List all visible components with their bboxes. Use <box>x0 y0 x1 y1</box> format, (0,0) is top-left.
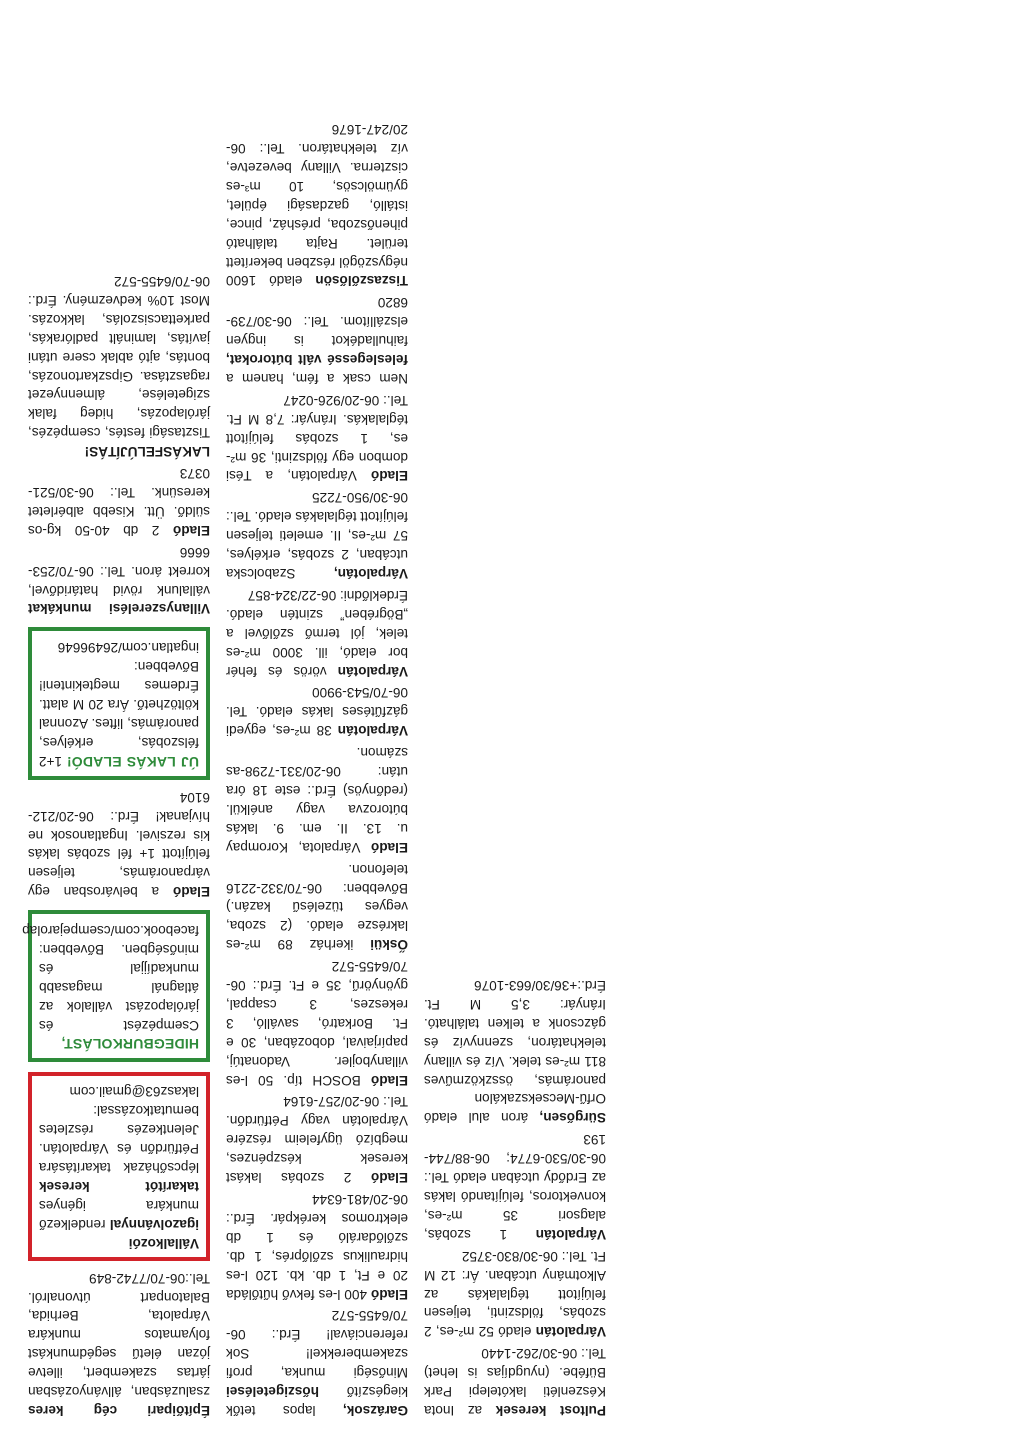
classified-ad: Garázsok, lapos tetők kiegészítő hőszigetelései Minőségi munka, profi szakemberekkel! Sok referenciával! Érd.: 06-70/6455-572 <box>225 1308 408 1418</box>
classified-ad: Eladó BOSCH típ. 50 l-es villanybojler. Vadonatúj, papírjaival, dobozában, 30 e Ft. Borkatró, saválló, 3 rekeszes, 3 csappal, gyönyörű, 35 e Ft. Érd.: 06-70/6455-572 <box>226 959 408 1088</box>
boxed-ad-new-flat: ÚJ LAKÁS ELADÓ! 1+2 félszobás, erkélyes, panorámás, liftes. Azonnal költözhető. Ára 20 M alatt. Érdemes megtekinteni! Bővebben: ingatlan.com/26496646 <box>28 627 210 779</box>
classified-ad: Eladó a belvárosban egy várpanorámás, teljesen felújított 1+ fél szobás lakás kis rezsivel. Ingatlanosok ne hívjanak! Érd.: 06-20/212-6104 <box>27 789 210 900</box>
classified-ad: Várpalotán 38 m²-es, egyedi gázfűtéses lakás eladó. Tel. 06-70/543-9900 <box>226 685 408 739</box>
classifieds-column-1 <box>424 972 606 1419</box>
classified-ad: Várpalotán 1 szobás, alagsori 35 m²-es, konvektoros, felújítandó lakás az Erdődy utcában eladó Tel.: 06-30/530-6774; 06-88/744-193 <box>423 1132 606 1242</box>
classified-ad: Várpalotán vörös és fehér bor eladó, ill. 3000 m²-es telek, jól termő szőlővel a „Bögrébenˮ szintén eladó. Érdeklődni: 06-22/324-857 <box>225 587 408 679</box>
classified-ad: Tiszaszőlősön eladó 1600 négyszögöl részben bekerített terület. Rajta található pihenőszoba, présház, pince, istálló, gazdasági épület, gyümölcsös, 10 m³-es ciszterna. Villany bevezetve, víz telekhatáron. Tel.: 06-20/247-1676 <box>225 122 408 289</box>
classified-ad: LAKÁSFELÚJÍTÁS! Tisztasági festés, csempézés, járólapozás, hideg falak szigetelése, álmennyezet ragasztása. Gipszkartonozás, bontás, ajtó ablak csere utáni javítás, laminált padlórakás, parkettacsiszolás, lakkozás. Most 10% kedvezmény. Érd.: 06-70/6455-572 <box>28 274 210 460</box>
boxed-ad-title: ÚJ LAKÁS ELADÓ! <box>66 753 199 770</box>
classified-ad: Pultost keresek az Inota Készenléti lakótelepi Park Büfébe. (nyugdíjas is lehet) Tel.: 06-30/262-1440 <box>424 1346 606 1418</box>
classified-ad: Eladó Várpalotán, a Tési dombon egy földszinti, 36 m²-es, 1 szobás felújított téglalakás. Irányár: 7,8 M Ft. Tel.: 06-20/926-0247 <box>226 392 408 484</box>
boxed-ad-tiling: HIDEGBURKOLÁST, Csempézést és járólapozást vállalok az átlagnál magasabb munkadíjjal és minőségben. Bővebben: facebook.com/csempejarolap <box>28 910 210 1061</box>
classified-ad: Építőipari cég keres zsaluzásban, állványozásban jártas szakembert, illetve józan életű segédmunkást folyamatos munkára Várpalota, Berhida, Balatonpart útvonalról. Tel.:06-70/7742-849 <box>28 1270 210 1418</box>
classified-ad: Eladó 2 db 40-50 kg-os süldő. Ütt. Kisebb albérletet keresünk. Tel.: 06-30/521-0373 <box>28 466 210 538</box>
classified-ad: Nem csak a fém, hanem a feleslegessé vált bútorokat, faihulladékot is ingyen elszállítom. Tel.: 06-30/739-6820 <box>226 295 408 386</box>
boxed-ad-title: HIDEGBURKOLÁST, <box>61 1035 199 1052</box>
classifieds-column-2 <box>226 116 408 1419</box>
classified-ad: Eladó 400 l-es fekvő hűtőláda 20 e Ft, 1 db. kb. 120 l-es hidraulikus szőlőprés, 1 db. szőlődaráló és 1 db elektromos kerékpár. Érd.: 06-20/481-6344 <box>226 1192 408 1302</box>
boxed-ad-cleaner-wanted: Vállalkozói igazolvánnyal rendelkező munkára igényes takarítót keresek lépcsőházak takarítására Pétfürdőn és Várpalotán. Jelentkezés részletes bemutatkozással: lakasz63@gmail.com <box>28 1072 210 1261</box>
classified-ad: Várpalotán eladó 52 m²-es, 2 szobás, földszinti, teljesen felújított téglalakás az Alkotmány utcában. Ár: 12 M Ft. Tel.: 06-30/830-3752 <box>424 1248 606 1340</box>
classified-ad: Eladó 2 szobás lakást keresek készpénzes, megbízó ügyfeleim részére Várpalotán vagy Pétfürdőn. Tel.: 06-20/257-6164 <box>225 1094 408 1186</box>
classified-ad: Ősküi ikerház 89 m²-es lakrésze eladó. (2 szoba, vegyes tüzelésű kazán.) Bővebben: 06-70/332-2216 telefonon. <box>225 861 408 953</box>
classifieds-column-3 <box>22 268 210 1419</box>
classified-ad: Villanyszerelési munkákat vállalunk rövid határidővel, korrekt áron. Tel.: 06-70/253-6666 <box>28 544 210 617</box>
classified-ad: Várpalotán, Szabolcska utcában, 2 szobás, erkélyes, 57 m²-es, II. emeleti teljesen felújított téglalakás eladó. Tel.: 06-30/950-7225 <box>226 490 408 582</box>
classified-ad: Sürgősen, áron alul eladó Orfű-Mecsekszakálon panorámás, összközműves 811 m²-es telek. Víz és villany telekhatáron, szennyvíz és gázcsonk a telken található. Irányár: 3,5 M Ft. Érd.:+36/30/663-1076 <box>423 978 606 1126</box>
classified-ad: Eladó Várpalota, Korompay u. 13. II. em. 9. lakás bútorozva vagy anélkül. (redőnyös) Érd.: este 18 óra után: 06-20/331-7298-as számon. <box>226 745 408 855</box>
